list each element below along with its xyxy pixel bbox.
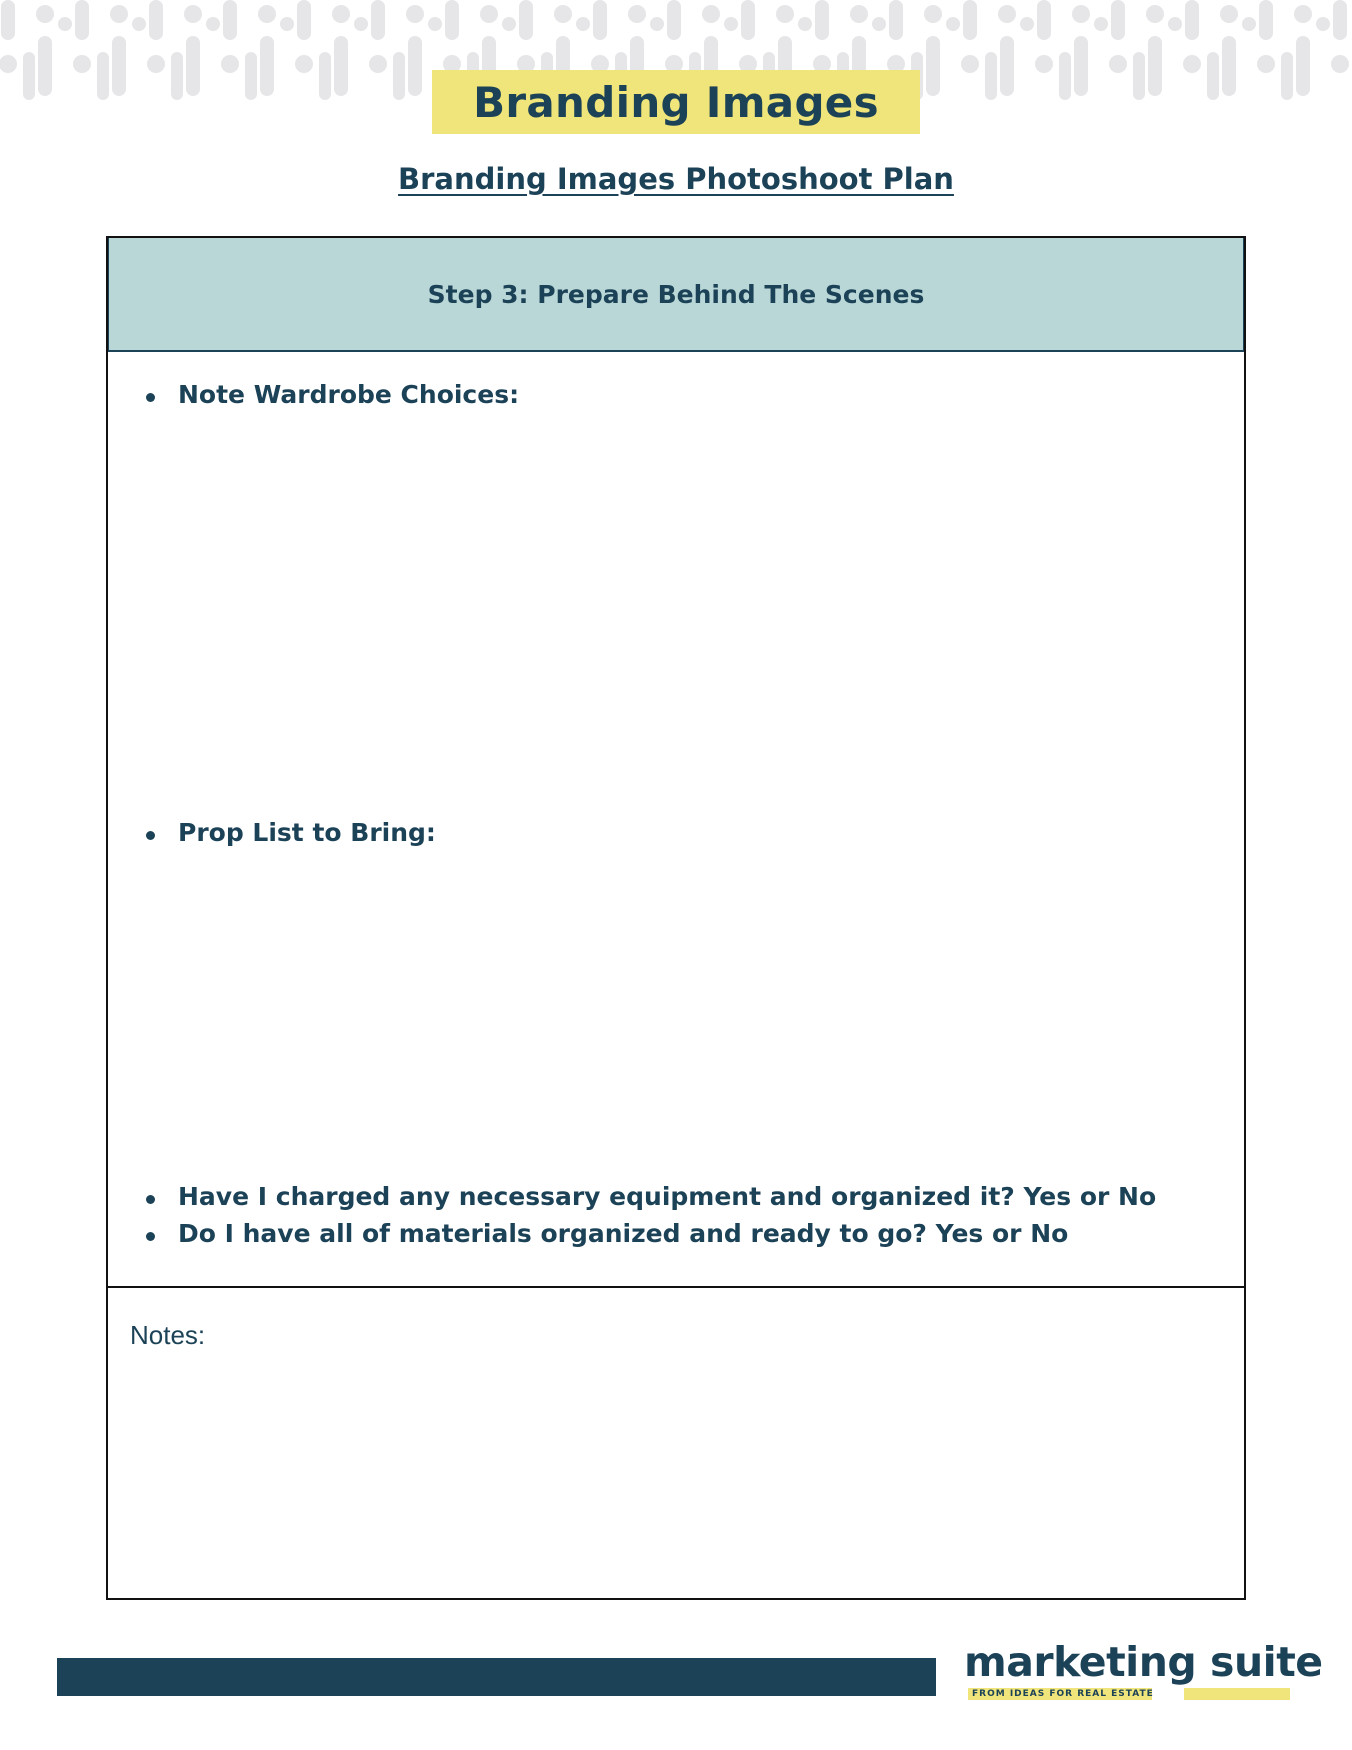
page-title: Branding Images xyxy=(473,77,879,127)
list-item-wardrobe xyxy=(146,380,519,409)
logo-wordmark: marketing suite xyxy=(964,1638,1323,1686)
bullet-icon xyxy=(146,831,155,840)
notes-label: Notes: xyxy=(130,1320,206,1350)
step-header xyxy=(108,238,1244,352)
list-item-label: Note Wardrobe Choices: xyxy=(178,380,520,409)
list-item-label: Prop List to Bring: xyxy=(178,818,436,847)
list-item-materials xyxy=(146,1219,1068,1248)
worksheet-table xyxy=(106,236,1246,1600)
step-heading: Step 3: Prepare Behind The Scenes xyxy=(427,279,925,309)
list-item-label: Have I charged any necessary equipment and organized it? Yes or No xyxy=(178,1182,1157,1211)
bullet-icon xyxy=(146,393,155,402)
logo-underline-highlight xyxy=(1184,1688,1290,1700)
title-banner xyxy=(432,70,920,134)
notes-divider xyxy=(108,1286,1244,1288)
list-item-label: Do I have all of materials organized and ready to go? Yes or No xyxy=(178,1219,1069,1248)
marketing-suite-logo xyxy=(964,1638,1323,1700)
bullet-icon xyxy=(146,1232,155,1241)
bullet-icon xyxy=(146,1195,155,1204)
logo-tagline: FROM IDEAS FOR REAL ESTATE xyxy=(972,1689,1154,1699)
footer-bar xyxy=(57,1658,936,1696)
page-subtitle: Branding Images Photoshoot Plan xyxy=(398,162,954,196)
list-item-props xyxy=(146,818,436,847)
list-item-equipment xyxy=(146,1182,1156,1211)
